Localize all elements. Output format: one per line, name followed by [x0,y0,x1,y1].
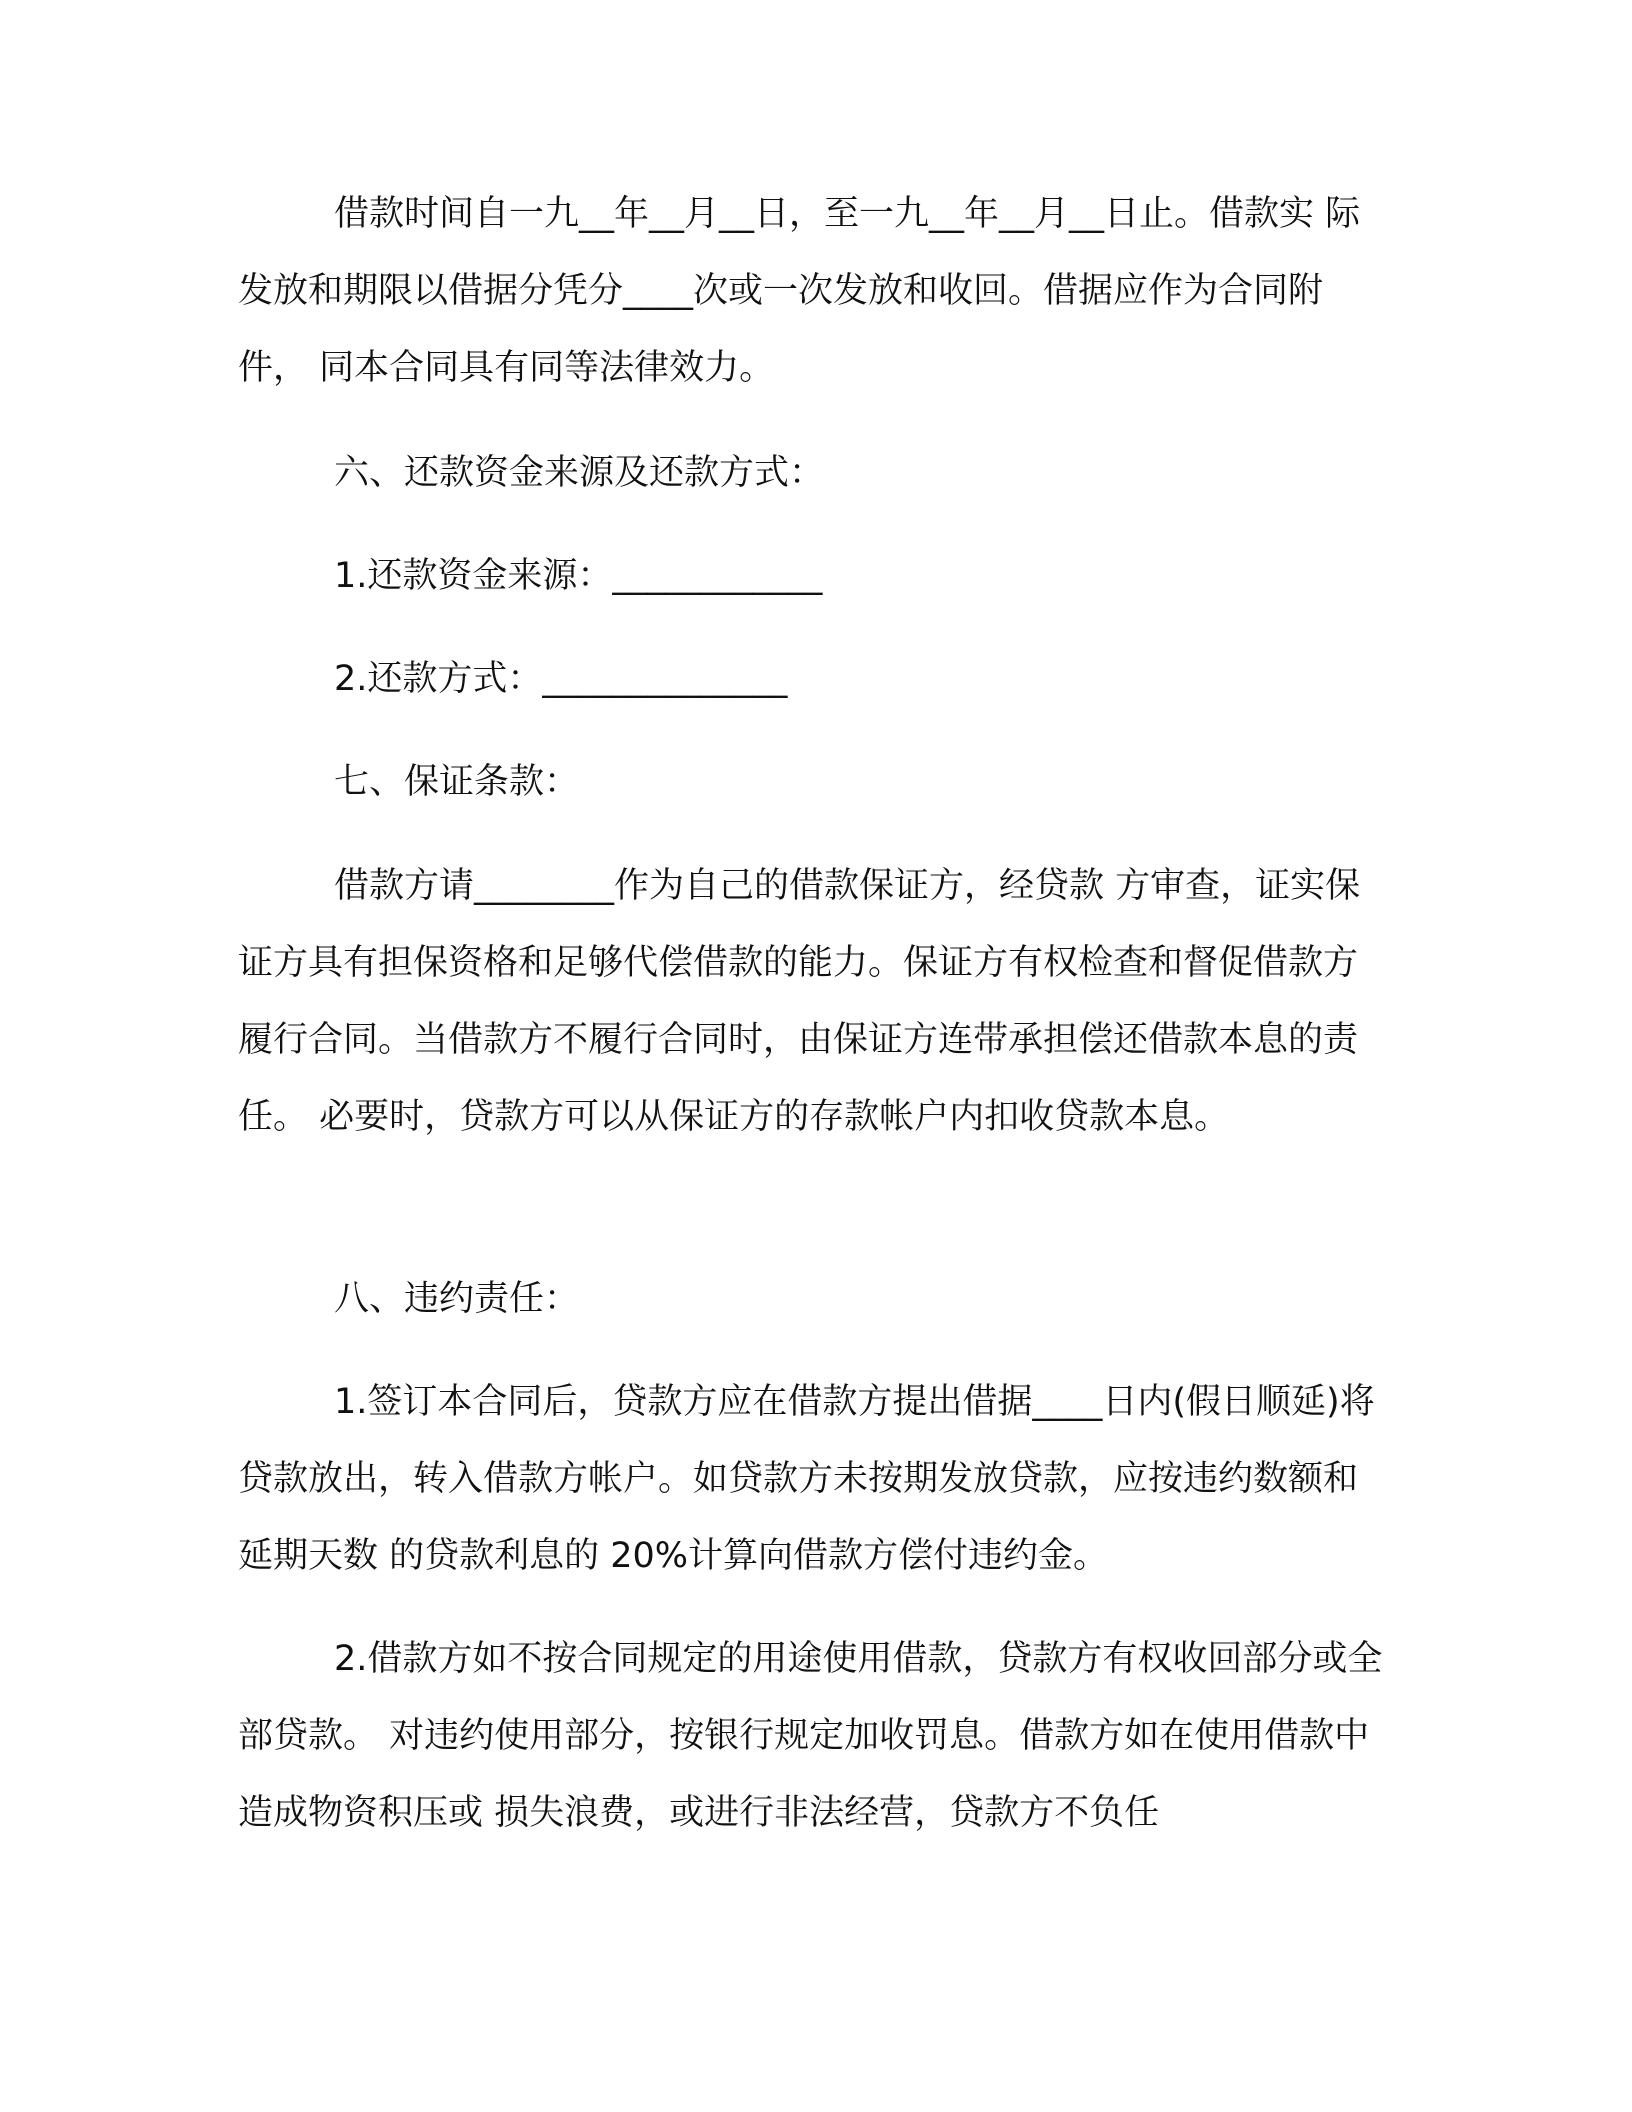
repayment-method-line: 2.还款方式：______________ [334,659,788,699]
repayment-source-line: 1.还款资金来源：____________ [334,556,823,596]
breach-clause-1-paragraph: 1.签订本合同后，贷款方应在借款方提出借据____日内(假日顺延)将 贷款放出，转入借款方帐户。如贷款方未按期发放贷款，应按违约数额和延期天数 的贷款利息的 20%计算向借款方偿付违约金。 [238,1382,1375,1576]
section-7-heading: 七、保证条款： [334,762,580,802]
breach-clause-2-paragraph: 2.借款方如不按合同规定的用途使用借款，贷款方有权收回部分或全部贷款。 对违约使用部分，按银行规定加收罚息。借款方如在使用借款中造成物资积压或 损失浪费，或进行非法经营，贷款方不负任 [238,1639,1383,1833]
loan-period-paragraph: 借款时间自一九__年__月__日，至一九__年__月__日止。借款实 际发放和期限以借据分凭分____次或一次发放和收回。借据应作为合同附件， 同本合同具有同等法律效力。 [238,194,1361,388]
guarantee-paragraph: 借款方请________作为自己的借款保证方，经贷款 方审查，证实保证方具有担保资格和足够代偿借款的能力。保证方有权检查和督促借款方履行合同。当借款方不履行合同时，由保证方连带承担偿还借款本息的责任。 必要时，贷款方可以从保证方的存款帐户内扣收贷款本息。 [238,866,1361,1137]
section-6-heading: 六、还款资金来源及还款方式： [334,453,825,493]
section-8-heading: 八、违约责任： [334,1279,580,1319]
